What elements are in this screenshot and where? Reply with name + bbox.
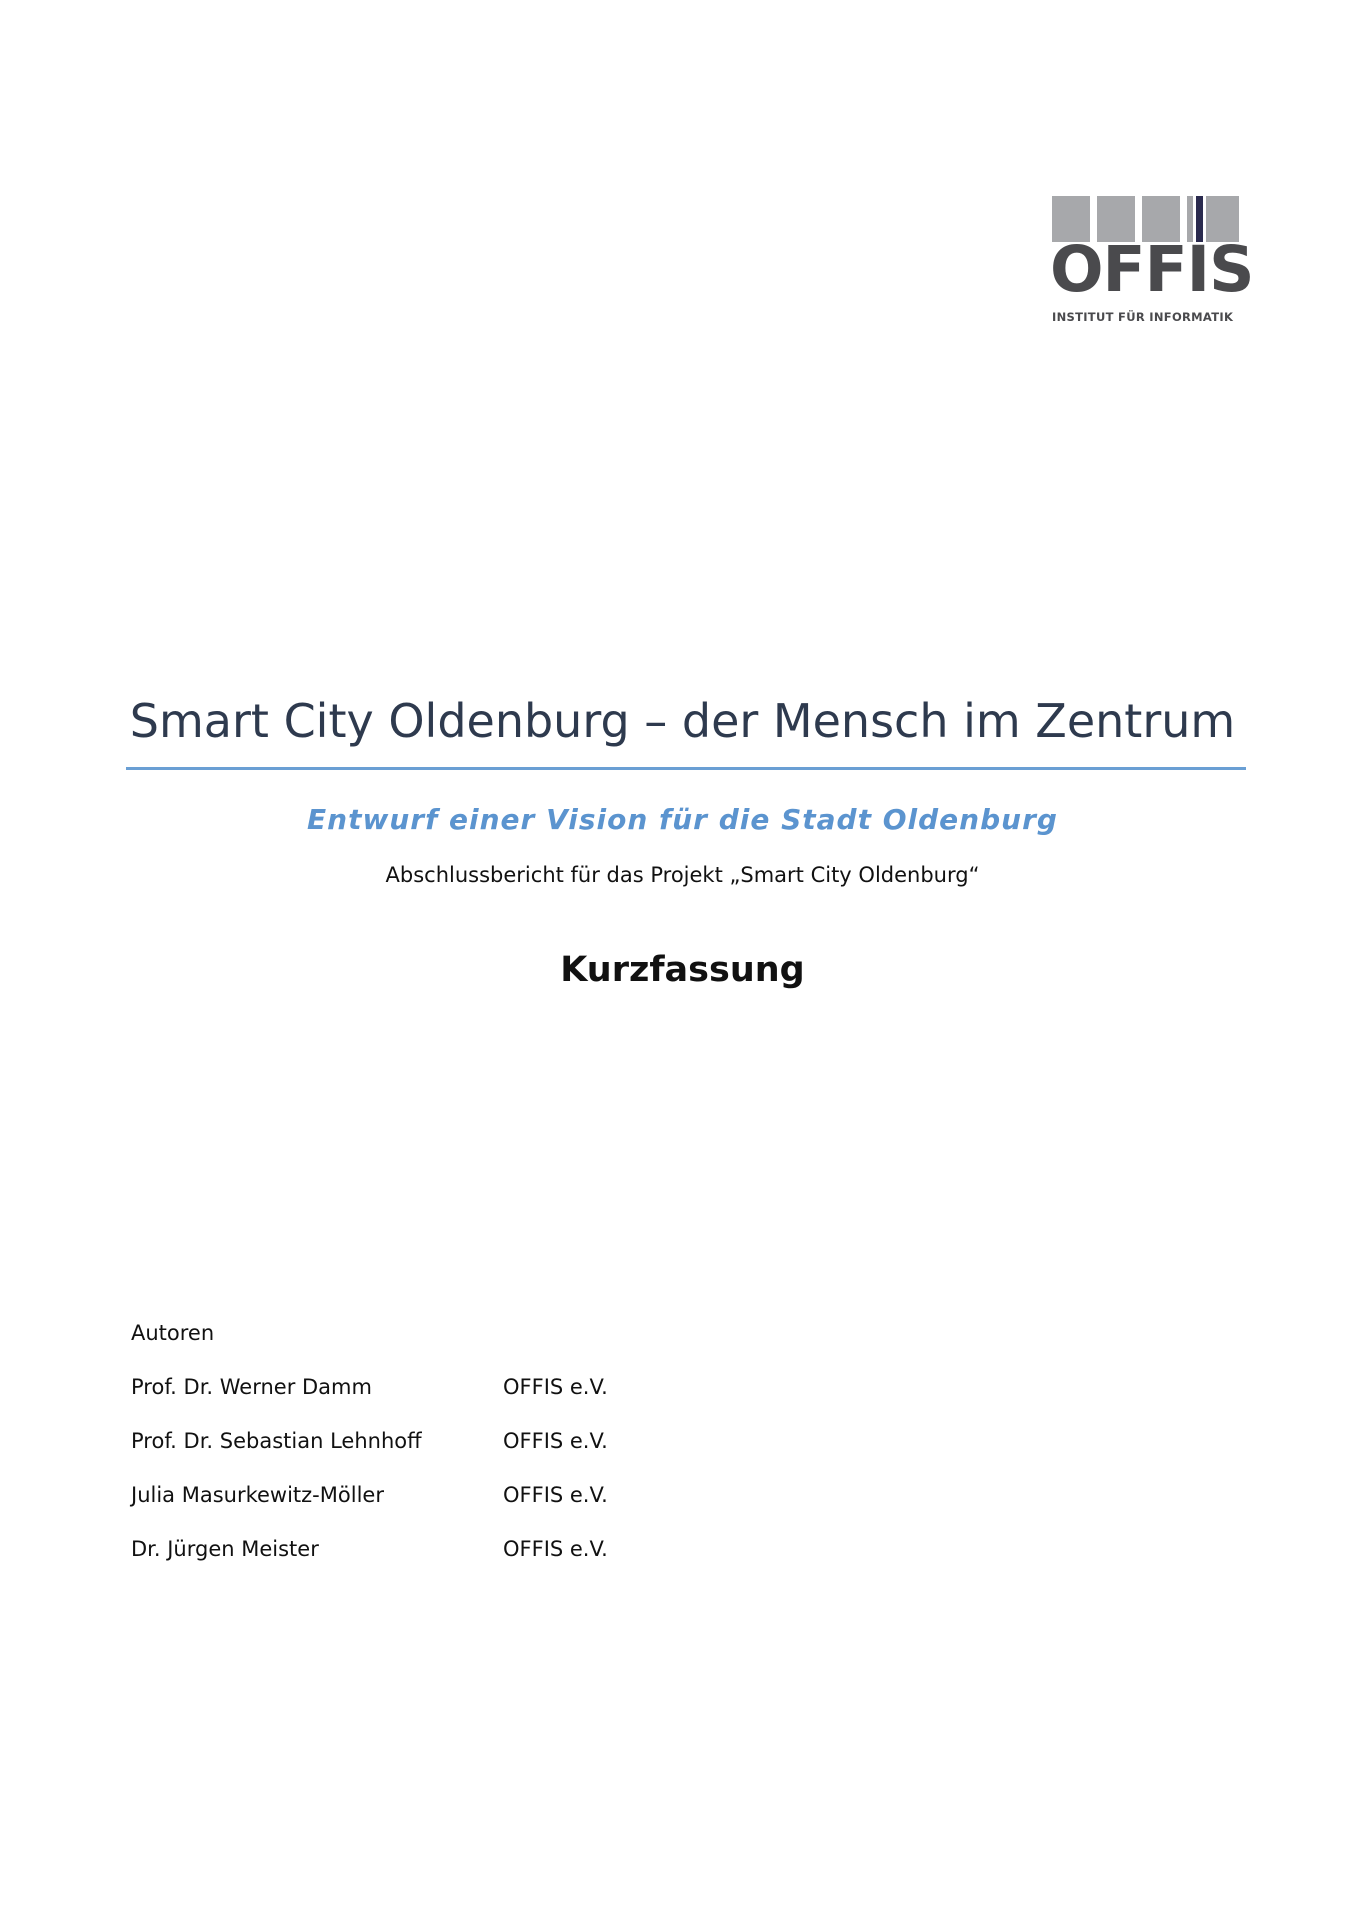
author-name: Prof. Dr. Werner Damm <box>131 1375 372 1399</box>
offis-logo <box>1050 196 1254 331</box>
title-underline <box>126 767 1246 770</box>
authors-section <box>131 1318 831 1588</box>
author-row <box>131 1534 831 1588</box>
document-subtitle: Entwurf einer Vision für die Stadt Oldenburg <box>307 803 1058 836</box>
author-row <box>131 1426 831 1480</box>
author-name: Julia Masurkewitz-Möller <box>131 1483 384 1507</box>
author-name: Dr. Jürgen Meister <box>131 1537 319 1561</box>
summary-heading: Kurzfassung <box>560 950 805 990</box>
author-organization: OFFIS e.V. <box>503 1429 608 1453</box>
author-organization: OFFIS e.V. <box>503 1483 608 1507</box>
author-organization: OFFIS e.V. <box>503 1375 608 1399</box>
authors-label: Autoren <box>131 1321 215 1345</box>
author-row <box>131 1480 831 1534</box>
author-name: Prof. Dr. Sebastian Lehnhoff <box>131 1429 422 1453</box>
document-title: Smart City Oldenburg – der Mensch im Zentrum <box>129 694 1236 748</box>
report-description: Abschlussbericht für das Projekt „Smart City Oldenburg“ <box>385 863 980 887</box>
logo-wordmark: OFFIS <box>1050 233 1254 306</box>
logo-tagline: INSTITUT FÜR INFORMATIK <box>1052 310 1234 324</box>
author-organization: OFFIS e.V. <box>503 1537 608 1561</box>
author-row <box>131 1372 831 1426</box>
